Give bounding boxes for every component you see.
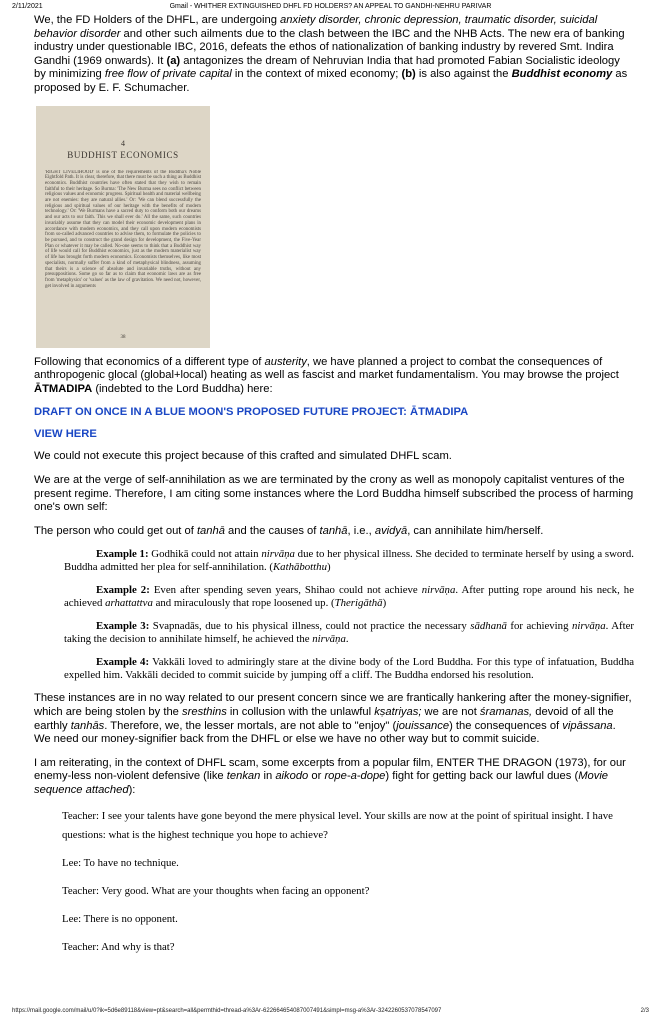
email-body (34, 14, 634, 961)
book-chapter-number: 4 (121, 138, 125, 148)
paragraph-tanha: The person who could get out of tanhā and the causes of tanhā, i.e., avidyā, can annihilate him/herself. (34, 524, 544, 537)
print-header (12, 3, 649, 13)
book-page-number: 38 (120, 334, 126, 340)
book-page-image (36, 106, 210, 348)
dialogue-line: Teacher: Very good. What are your thoughts when facing an opponent? (62, 885, 370, 898)
paragraph-scam: We could not execute this project because of this crafted and simulated DHFL scam. (34, 450, 452, 463)
example-4: Example 4: Vakkāli loved to admiringly stare at the divine body of the Lord Buddha. For this type of infatuation, Buddha expelled him. Vakkāli decided to commit suicide by jumping off a cliff. The Buddha endorsed his resolution. (64, 656, 635, 682)
example-2: Example 2: Even after spending seven years, Shihao could not achieve nirvāṇa. After putting rope around his neck, he achieved arhattattva and miraculously that rope loosened up. (Therigāthā) (64, 584, 634, 610)
paragraph-annihilation: We are at the verge of self-annihilation as we are terminated by the crony as well as monopoly capitalist ventures of the present regime. Therefore, I am citing some instances where the Lord Buddha himself subscribed the process of harming one's own self: (34, 473, 634, 514)
dialogue-line: Lee: There is no opponent. (62, 913, 178, 926)
print-date: 2/11/2021 (12, 3, 43, 10)
draft-project-link[interactable]: DRAFT ON ONCE IN A BLUE MOON'S PROPOSED FUTURE PROJECT: ĀTMADIPA (34, 406, 469, 419)
dialogue-line: Teacher: I see your talents have gone beyond the mere physical level. Your skills are now at the point of spiritual insight. I have questions: what is the highest technique you hope to achieve? (62, 810, 613, 842)
book-body-text: 'RIGHT LIVELIHOOD' is one of the requirements of the Buddha's Noble Eightfold Path. It is clear, therefore, that there must be such a thing as Buddhist economics. Buddhist countries have often stated that they wish to remain faithful to their heritage. So Burma: 'The New Burma sees no conflict between religious values and economic progress. Spiritual health and material wellbeing are not enemies: they are natural allies.' Or: 'We can blend successfully the religious and spiritual values of our heritage with the benefits of modern technology.' Or: 'We Burmans have a sacred duty to conform both our dreams and our acts to our faith. This we shall ever do.' All the same, such countries invariably assume that they can model their economic development plans in accordance with modern economics, and they call upon modern economists from so-called advanced countries to advise them, to formulate the policies to be pursued, and to construct the grand design for development, the Five-Year Plan or whatever it may be called. No-one seems to think that a Buddhist way of life would call for Buddhist economics, just as the modern materialist way of life has brought forth modern economics. Economists themselves, like most specialists, normally suffer from a kind of metaphysical blindness, assuming that theirs is a science of absolute and invariable truths, without any presuppositions. Some go so far as to claim that economic laws are as free from 'metaphysics' or 'values' as the law of gravitation. We need not, however, get involved in arguments (45, 169, 201, 289)
print-title: Gmail - WHITHER EXTINGUISHED DHFL FD HOLDERS? AN APPEAL TO GANDHI-NEHRU PARIVAR (169, 3, 492, 10)
dialogue-line: Lee: To have no technique. (62, 857, 179, 870)
print-page-number: 2/3 (640, 1008, 649, 1014)
paragraph-project: Following that economics of a different type of austerity, we have planned a project to combat the consequences of anthropogenic glocal (global+local) heating as well as fascist and market fundamentalism. You may browse the project ĀTMADIPA (indebted to the Lord Buddha) here: (34, 355, 619, 395)
paragraph-intro: We, the FD Holders of the DHFL, are undergoing anxiety disorder, chronic depression, traumatic disorder, suicidal behavior disorder and other such ailments due to the clash between the IBC and the NHB Acts. The new era of banking industry under questionable IBC, 2016, defeats the ethos of nationalization of banking industry by revered Smt. Indira Gandhi (1969 onwards). It (a) antagonizes the dream of Nehruvian India that had promoted Fabian Socialistic ideology by minimizing free flow of private capital in the context of mixed economy; (b) is also against the Buddhist economy as proposed by E. F. Schumacher. (34, 14, 628, 94)
example-1: Example 1: Godhikā could not attain nirvāṇa due to her physical illness. She decided to terminate herself by using a sword. Buddha admitted her plea for self-annihilation. (Kathābotthu) (64, 548, 634, 574)
book-chapter-title: BUDDHIST ECONOMICS (67, 149, 179, 160)
paragraph-film: I am reiterating, in the context of DHFL scam, some excerpts from a popular film, ENTER THE DRAGON (1973), for our enemy-less non-violent defensive (like tenkan in aikodo or rope-a-dope) fight for getting back our lawful dues (Movie sequence attached): (34, 756, 626, 796)
paragraph-instances: These instances are in no way related to our present concern since we are frantically hankering after the money-signifier, which are being stolen by the sresthins in collusion with the unlawful kṣatriyas; we are not śramanas, devoid of all the earthly tanhās. Therefore, we, the lesser mortals, are not able to "enjoy" (jouissance) the consequences of vipāssana. We need our money-signifier back from the DHFL or else we have no other way but to commit suicide. (34, 692, 632, 746)
example-3: Example 3: Svapnadās, due to his physical illness, could not practice the necessary sādhanā for achieving nirvāṇa. After taking the decision to annihilate himself, he achieved the nirvāṇa. (64, 620, 634, 646)
print-footer (12, 1008, 649, 1014)
print-url: https://mail.google.com/mail/u/0?ik=5d6e89118&view=pt&search=all&permthid=thread-a%3Ar-622664654087007491&simpl=msg-a%3Ar-3242260537078547097 (12, 1008, 442, 1014)
dialogue-line: Teacher: And why is that? (62, 941, 175, 954)
view-here-link[interactable]: VIEW HERE (34, 428, 97, 441)
